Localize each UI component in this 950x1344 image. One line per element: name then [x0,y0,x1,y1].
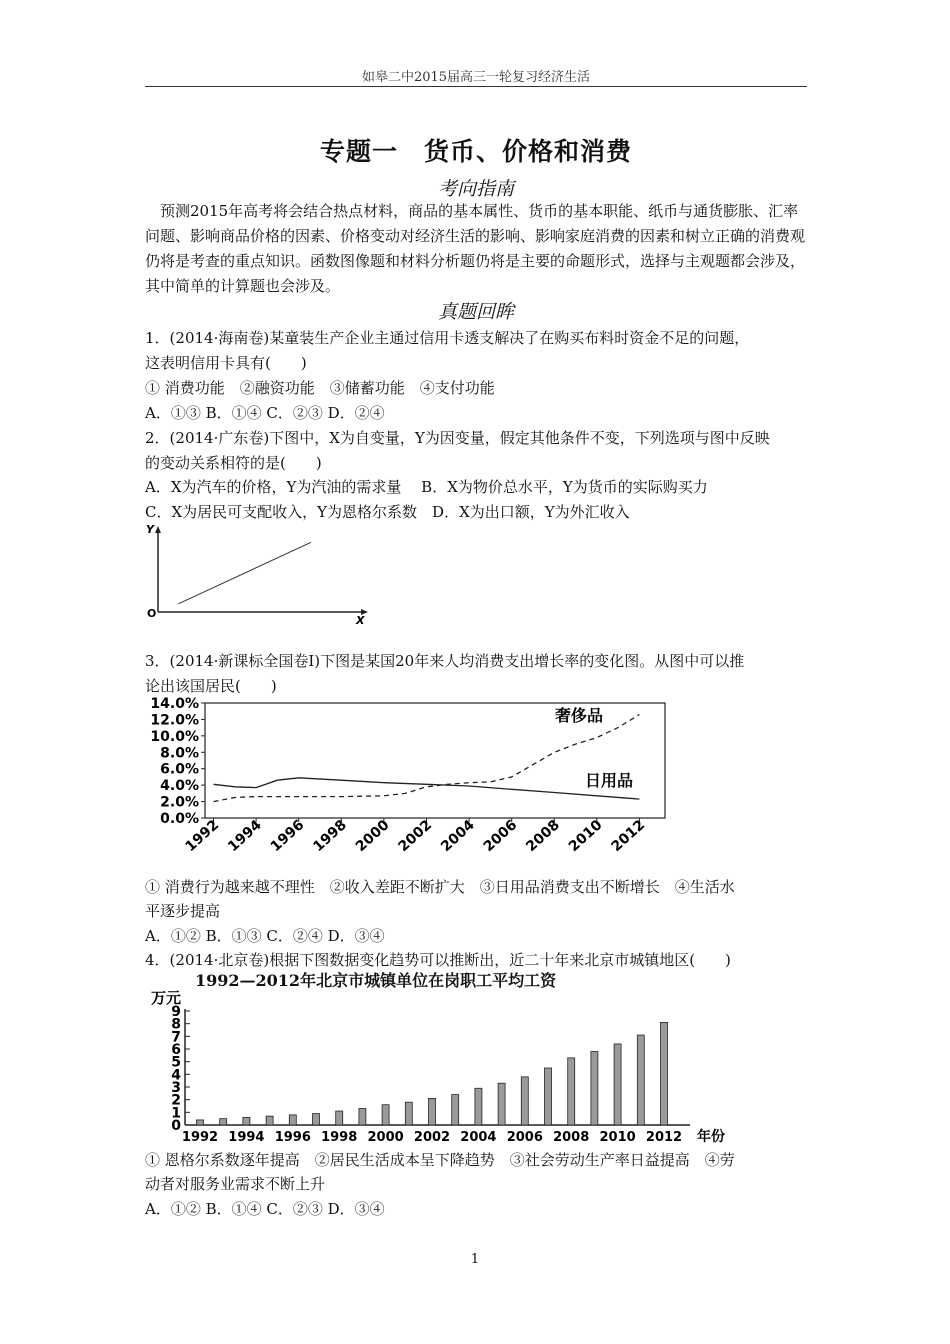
x-tick-label: 1996 [267,817,308,856]
q2-y-label: Y [146,523,154,536]
bar-2008 [568,1058,575,1125]
q2-options-cd: C．X为居民可支配收入，Y为恩格尔系数 D．X为出口额，Y为外汇收入 [145,503,630,521]
q4-wage-chart [145,985,745,1145]
q1-answers: A．①③ B．①④ C．②③ D．②④ [145,404,385,422]
q2-y-arrow [155,526,161,533]
x-tick-label: 1994 [228,1130,265,1145]
legend-daily: 日用品 [585,771,634,790]
q1-stem-line1: 1．(2014·海南卷)某童装生产企业主通过信用卡透支解决了在购买布料时资金不足的问题， [145,329,750,347]
q1-stem-line2: 这表明信用卡具有( ) [145,354,307,372]
x-tick-label: 2008 [553,1130,590,1145]
x-tick-label: 2002 [413,1130,451,1145]
bar-1999 [359,1109,366,1125]
bar-2004 [475,1088,482,1125]
q3-options-line2: 平逐步提高 [145,902,221,920]
bar-2007 [545,1068,552,1125]
x-tick-label: 2006 [506,1130,543,1145]
y-tick-label: 8.0% [160,745,199,762]
y-tick-label: 8 [171,1016,181,1033]
bar-2011 [637,1035,644,1125]
q2-options-ab: A．X为汽车的价格，Y为汽油的需求量 B．X为物价总水平，Y为货币的实际购买力 [145,478,708,496]
page-title: 专题一 货币、价格和消费 [319,137,632,166]
q4-answers: A．①② B．①④ C．②③ D．③④ [145,1200,385,1218]
bar-1996 [289,1115,296,1125]
x-tick-label: 2010 [565,817,606,856]
y-tick-label: 4 [171,1067,181,1084]
q2-stem-line2: 的变动关系相符的是( ) [145,454,322,472]
bar-1993 [220,1119,227,1125]
bar-2012 [661,1022,668,1125]
series-luxury-line [214,715,640,802]
y-tick-label: 6 [171,1042,181,1058]
y-tick-label: 0 [171,1118,181,1134]
bar-1997 [313,1114,320,1125]
x-tick-label: 1998 [310,817,350,856]
q3-stem-line1: 3．(2014·新课标全国卷Ⅰ)下图是某国20年来人均消费支出增长率的变化图。从图中可以推 [145,652,745,670]
q4-x-unit-label: 年份 [697,1129,725,1145]
bar-2005 [498,1083,505,1125]
bar-1995 [266,1116,273,1125]
x-tick-label: 2008 [523,817,563,856]
x-tick-label: 2012 [608,817,649,856]
x-tick-label: 1992 [182,817,223,856]
x-tick-label: 2004 [438,817,478,856]
y-tick-label: 4.0% [160,778,199,795]
y-tick-label: 12.0% [150,712,199,729]
q4-stem: 4．(2014·北京卷)根据下图数据变化趋势可以推断出，近二十年来北京市城镇地区( ) [145,951,731,969]
x-tick-label: 2010 [599,1130,636,1145]
q4-chart-title: 1992—2012年北京市城镇单位在岗职工平均工资 [195,971,557,990]
bar-2006 [521,1077,528,1125]
y-tick-label: 2.0% [160,794,199,811]
q2-origin-label: O [147,607,157,620]
q4-options-line2: 动者对服务业需求不断上升 [145,1175,326,1193]
q3-growth-chart [145,695,675,870]
x-tick-label: 2000 [352,817,393,856]
bar-2001 [405,1102,412,1125]
bar-1994 [243,1117,250,1125]
q3-options-line1: ① 消费行为越来越不理性 ②收入差距不断扩大 ③日用品消费支出不断增长 ④生活水 [145,878,735,896]
q3-stem-line2: 论出该国居民( ) [145,677,277,695]
x-tick-label: 2012 [645,1130,683,1145]
bar-2000 [382,1105,389,1125]
bar-1998 [336,1111,343,1125]
x-tick-label: 2002 [395,817,436,856]
x-tick-label: 1998 [321,1130,358,1145]
section-heading-review: 真题回眸 [437,301,514,323]
x-tick-label: 2004 [460,1130,497,1145]
x-tick-label: 1994 [225,817,265,856]
y-tick-label: 0.0% [160,811,199,827]
x-tick-label: 2000 [367,1130,404,1145]
q4-options-line1: ① 恩格尔系数逐年提高 ②居民生活成本呈下降趋势 ③社会劳动生产率日益提高 ④劳 [145,1151,735,1169]
header-rule [145,86,807,87]
x-tick-label: 1992 [181,1130,219,1145]
bar-2003 [452,1095,459,1125]
q4-y-unit-label: 万元 [151,989,182,1007]
q2-xy-chart [140,520,380,628]
page-header: 如皋二中2015届高三一轮复习经济生活 [361,70,591,85]
y-tick-label: 7 [171,1029,181,1046]
x-tick-label: 1996 [274,1130,311,1145]
bar-2009 [591,1052,598,1125]
y-tick-label: 6.0% [160,761,199,778]
q1-options: ① 消费功能 ②融资功能 ③储蓄功能 ④支付功能 [145,379,495,397]
q2-series-line [178,542,311,604]
series-daily-line [214,778,640,799]
q3-answers: A．①② B．①③ C．②④ D．③④ [145,927,385,945]
y-tick-label: 5 [171,1054,181,1071]
y-tick-label: 3 [171,1080,181,1096]
y-tick-label: 9 [171,1004,181,1020]
y-tick-label: 14.0% [150,696,199,712]
x-tick-label: 2006 [480,817,521,856]
bar-2010 [614,1044,621,1125]
y-tick-label: 2 [171,1092,181,1109]
legend-luxury: 奢侈品 [555,706,604,725]
q2-x-label: X [356,614,365,627]
page-number: 1 [470,1252,480,1267]
q2-stem-line1: 2．(2014·广东卷)下图中，X为自变量，Y为因变量，假定其他条件不变，下列选项与图中反映 [145,429,770,447]
section-heading-guide: 考向指南 [437,178,514,200]
y-tick-label: 1 [171,1105,181,1122]
intro-paragraph: 预测2015年高考将会结合热点材料，商品的基本属性、货币的基本职能、纸币与通货膨胀、汇率问题、影响商品价格的因素、价格变动对经济生活的影响、影响家庭消费的因素和树立正确的消费观仍将是考查的重点知识。函数图像题和材料分析题仍将是主要的命题形式，选择与主观题都会涉及，其中简单的计算题也会涉及。 [145,202,806,295]
bar-1992 [197,1120,204,1125]
bar-2002 [429,1098,436,1125]
y-tick-label: 10.0% [150,728,199,745]
